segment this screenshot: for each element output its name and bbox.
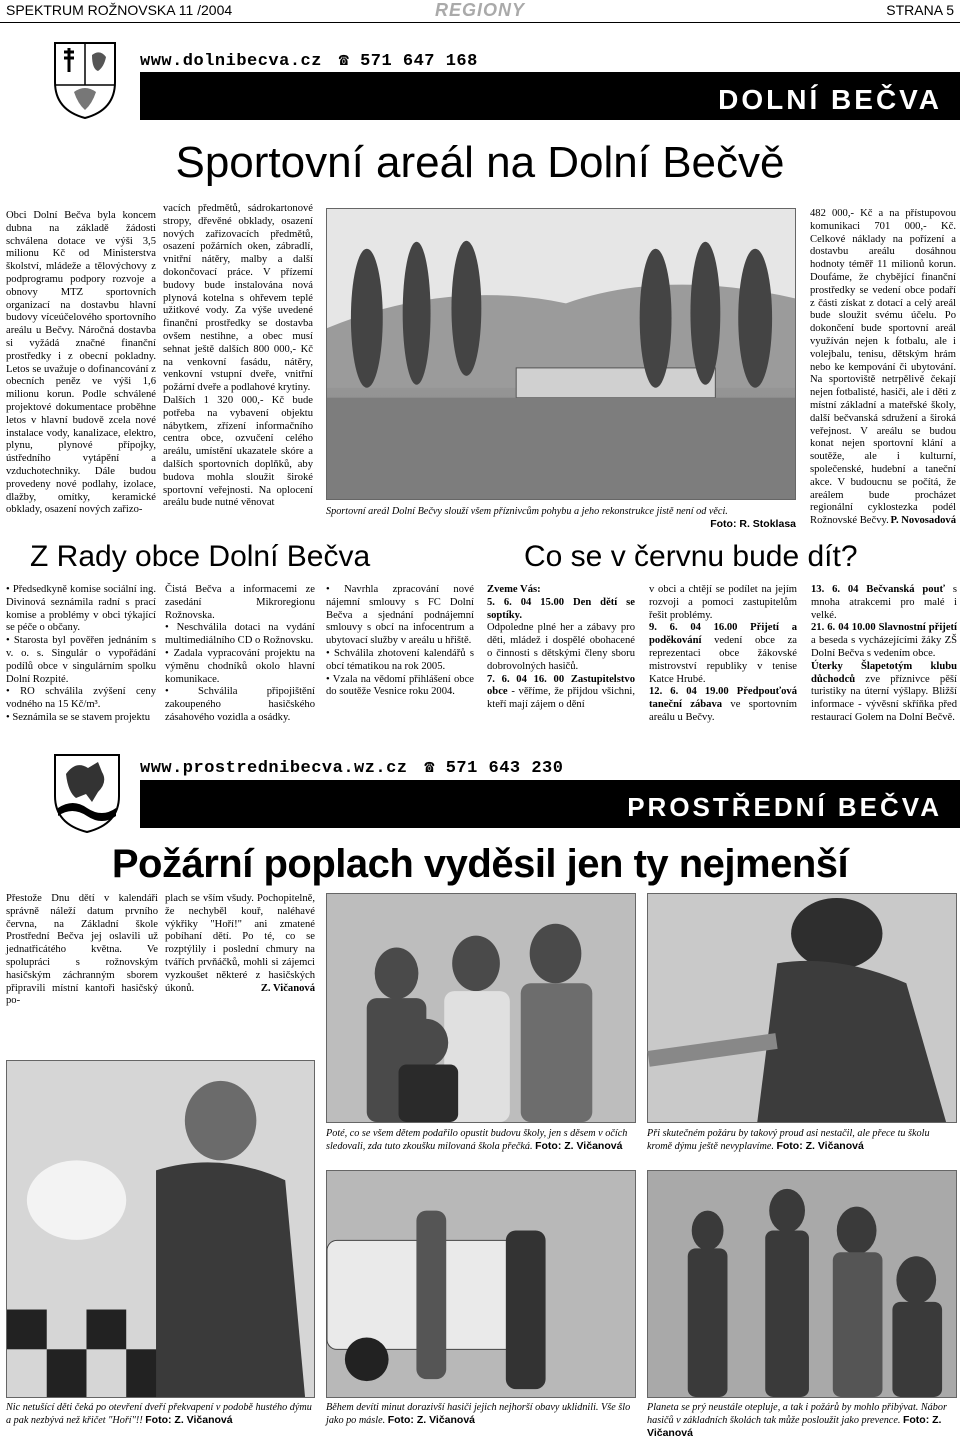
photo-credit: Foto: R. Stoklasa [710,518,796,530]
article-column-2 [165,893,315,995]
council-item: • Navrhla zpracování nové nájemní smlouvy s FC Dolní Bečva a sjednání podnájemní smlouvy s obcí na infocentrum a ubytovací služby v areálu u hřiště. [326,584,474,648]
caption-text: Sportovní areál Dolní Bečvy slouží všem příznivcům pohybu a jeho rekonstrukce jistě není od věci. [326,506,728,517]
phone-icon: ☎ [424,759,435,778]
page-header [0,0,960,22]
council-item: • Zadala vypracování projektu na výměnu chodníků okolo hlavní komunikace. [165,648,315,686]
event-title: 13. 6. 04 Bečvanská pouť [811,584,946,595]
photo-children-escape [326,893,636,1123]
event-title: 9. 6. 04 16.00 Přijetí a poděkování [649,622,797,647]
photo-hose-practice [647,1170,957,1398]
article-column-1 [6,893,158,1008]
council-item: • Neschválila dotaci na vydání multimediálního CD o Rožnovsku. [165,622,315,648]
event-text: v obci a chtějí se podílet na jejím rozvoji a pomoci zastupitelům řešit problémy. [649,584,797,621]
article-text: Obci Dolní Bečva byla koncem dubna na základě žádosti schválena dotace ve výši 3,5 milionu Kč od Ministerstva školství, mládeže a tělovýchovy z podprogramu podpory rozvoje a obnovy MTZ sportovních organizací na dostavbu hlavní budovy víceúčelového sportovního areálu u Bečvy. Náročná dostavba si vyžádá značné finanční prostředky i z obecní pokladny. Letos se uvažuje o dofinancování z obecních peněz ve výši 1,6 milionu korun. Podle schválené projektové dokumentace proběhne letos v hlavní budově zcela nové instalace vody, kanalizace, elektro, plynu, plynové přípojky, ústředního vytápění a vzduchotechniky. Dále budou provedeny nové podlahy, izolace, dlažby, omítky, keramické obklady, osazení nových zařizo- [6,210,156,516]
photo-credit: Foto: Z. Vičanová [145,1414,233,1426]
website-line [140,757,563,778]
events-intro: Zveme Vás: [487,584,541,595]
council-item: Čistá Bečva a informacemi ze zasedání Mikroregionu Rožnovska. [165,584,315,621]
article-text: plach se vším všudy. Pochopitelně, že nechyběl kouř, naléhavé výkřiky "Hoří!" ani zmatené pobíhaní dětí. Po té, co se rozptýlily i poslední chmury na tvářích prvňáčků, mohli si zájemci vyzkoušet některé z hasičských úkonů. [165,893,315,994]
event-text: a beseda s vycházejícími žáky ZŠ Dolní Bečva s vedením obce. [811,635,957,659]
council-item: • Předsedkyně komise sociální ing. Divinová seznámila radní s prací komise a problémy v obci týkající se péče o občany. [6,584,156,635]
photo-caption [326,506,796,518]
event-title: 21. 6. 04 10.00 Slavnostní přijetí [811,622,957,634]
event-title: 7. 6. 04 16. 00 Zastupitelstvo obce [487,673,635,698]
council-heading: Z Rady obce Dolní Bečva [30,540,371,573]
caption-text: Během devíti minut dorazivší hasiči jejich nejhorší obavy uklidnili. Vše šlo jako po másle. [326,1402,631,1426]
event-title: Úterky Šlapetotým klubu důchodců [811,660,957,685]
council-item: • Seznámila se se stavem projektu [6,712,156,725]
council-column-1 [6,584,156,725]
coat-of-arms-icon [52,752,122,834]
council-item: • Schválila zhotovení kalendářů s obcí tématikou na rok 2005. [326,648,474,674]
article-text: 482 000,- Kč a na přístupovou komunikaci 701 000,- Kč. Celkové náklady na pořízení a dostavbu areálu dosáhnou hodnoty téměř 11 milionů korun. Doufáme, že chybějící finanční prostředky se vedení obce podaří z části získat z dotací a celý areál bude sloužit svému účelu. Po dokončení bude sportovní areál využíván nejen k fotbalu, ale i volejbalu, tenisu, dětským hrám nebo ke kempování či ubytování. Na sportoviště netrpělivě čekají nejen fotbalisté, hasiči, ale i děti z místní základní a mateřské školy, další bečvanská sdružení a široká veřejnost. V areálu se budou konat nejen sportovní klání a soutěže, ale i kulturní, společenské, hudební a taneční akce. V budoucnu se počítá, že areálem bude procházet regionální cyklostezka podél Rožnovské Bečvy. [810,208,956,527]
section-banner: PROSTŘEDNÍ BEČVA [140,782,960,828]
article-column-1 [6,210,156,530]
photo-sports-area [326,208,796,500]
article-text: Přestože Dnu dětí v kalendáři správně náleží datum prvního června, na Základní škole Prostřední Bečva jej oslavili už jednatřicátého května. Ve spolupráci s rožnovským hasičským záchranným sborem připravili místní kantoři hasičský po- [6,893,158,1007]
phone-icon: ☎ [338,52,350,71]
caption-text: Při skutečném požáru by takový proud asi nestačil, ale přece tu školu kromě dýmu ještě nevyplavíme. [647,1128,930,1152]
article-column-2 [163,203,313,548]
article-text: Dalších 1 320 000,- Kč bude potřeba na vybavení objektu nábytkem, zřízení informačního centra obce, ozvučení celého areálu, umístění ukazatele skóre a dalších sportovních doplňků, aby budova mohla sloužit široké sportovní veřejnosti. Na oplocení areálu bude nutné věnovat [163,394,313,509]
phone-number: 571 643 230 [445,759,564,778]
events-column-3 [811,584,957,725]
photo-credit: Foto: Z. Vičanová [535,1140,623,1152]
photo-smoke-surprise [6,1060,315,1398]
phone-number: 571 647 168 [360,52,478,71]
publication-issue: SPEKTRUM ROŽNOVSKA 11 /2004 [6,2,233,18]
council-column-3 [326,584,474,699]
events-column-1 [487,584,635,712]
event-text: ve sportovním areálu u Bečvy. [649,699,797,723]
photo-firefighters-arrive [326,1170,636,1398]
council-column-2 [165,584,315,725]
photo-credit: Foto: Z. Vičanová [776,1140,864,1152]
event-text: vedení obce za reprezentaci obce žákovské mistrovství republiky v tenise Katce Hrubé. [649,635,797,685]
website-link[interactable]: www.prostrednibecva.wz.cz [140,759,408,778]
photo-caption [326,1128,636,1153]
coat-of-arms-icon [52,40,118,120]
website-line [140,50,478,71]
event-text: zve příznivce pěší turistiky na úterní výšlapy. Bližší informace - vývěsní skříňka před restaurací Golem na Dolní Bečvě. [811,673,957,723]
photo-caption [6,1402,315,1427]
events-column-2 [649,584,797,725]
article-title: Sportovní areál na Dolní Bečvě [175,138,785,187]
photo-firefighter-hose [647,893,957,1123]
photo-caption [647,1402,957,1440]
event-title: 5. 6. 04 15.00 Den dětí se soptíky. [487,596,635,621]
council-item: • Vzala na vědomí přihlášení obce do soutěže Vesnice roku 2004. [326,674,474,700]
section-label: REGIONY [434,0,525,20]
author-signature: P. Novosadová [890,515,956,527]
section-banner: DOLNÍ BEČVA [140,74,960,120]
article-title: Požární poplach vyděsil jen ty nejmenší [111,842,849,886]
event-text: - věříme, že přijdou všichni, kteří mají zájem o dění [487,686,635,711]
events-heading: Co se v červnu bude dít? [524,540,858,573]
council-item: • RO schválila zvýšení ceny vodného na 15 Kč/m³. [6,686,156,712]
event-title: 12. 6. 04 19.00 Předpouťová taneční zábava [649,686,797,711]
article-text: vacích předmětů, sádrokartonové stropy, dřevěné obklady, osazení nových zařizovacích předmětů, osazení požárních oken, zábradlí, vnitřní nátěry, malby a další dokončovací práce. V přízemí budovy bude instalována nová plynová kotelna s ohřevem teplé užitkové vody. Za výše uvedené finanční prostředky se dostavba ovšem nestihne, a obec musí sehnat ještě dalších 800 000,- Kč na venkovní fasádu, nátěry, venkovní vstupní dveře, vnitřní požární dveře a podlahové krytiny. [163,203,313,394]
caption-text: Planeta se prý neustále otepluje, a tak i požárů by mohlo přibývat. Nábor hasičů v základních školách tak může posloužit jako prevence. [647,1402,947,1426]
event-text: Odpoledne plné her a zábavy pro děti, mládež i dospělé obohacené o činnosti s dětskými členy sboru dobrovolných hasičů. [487,622,635,672]
council-item: • Starosta byl pověřen jednáním s v. o. s. Singulár o vypořádání podílů obce v singulárním spolku Dolní Rozpité. [6,635,156,686]
event-text: s mnoha atrakcemi pro malé i velké. [811,584,957,621]
article-column-3 [810,208,956,528]
caption-text: Poté, co se všem dětem podařilo opustit budovu školy, jen s děsem v očích sledovali, zda tuto zkoušku milovaná škola přečká. [326,1128,628,1152]
website-link[interactable]: www.dolnibecva.cz [140,52,322,71]
page-number: STRANA 5 [886,2,954,18]
photo-credit: Foto: Z. Vičanová [647,1414,942,1439]
caption-text: Nic netušící děti čeká po otevření dveří překvapení v podobě hustého dýmu a pak nezbývá než křičet "Hoří"!! [6,1402,312,1426]
council-item: • Schválila připojištění zakoupeného hasičského zásahového vozidla a osádky. [165,686,315,724]
photo-caption [326,1402,636,1427]
photo-caption [647,1128,957,1153]
author-signature: Z. Vičanová [260,982,315,994]
header-rule [0,22,960,23]
photo-credit: Foto: Z. Vičanová [387,1414,476,1426]
